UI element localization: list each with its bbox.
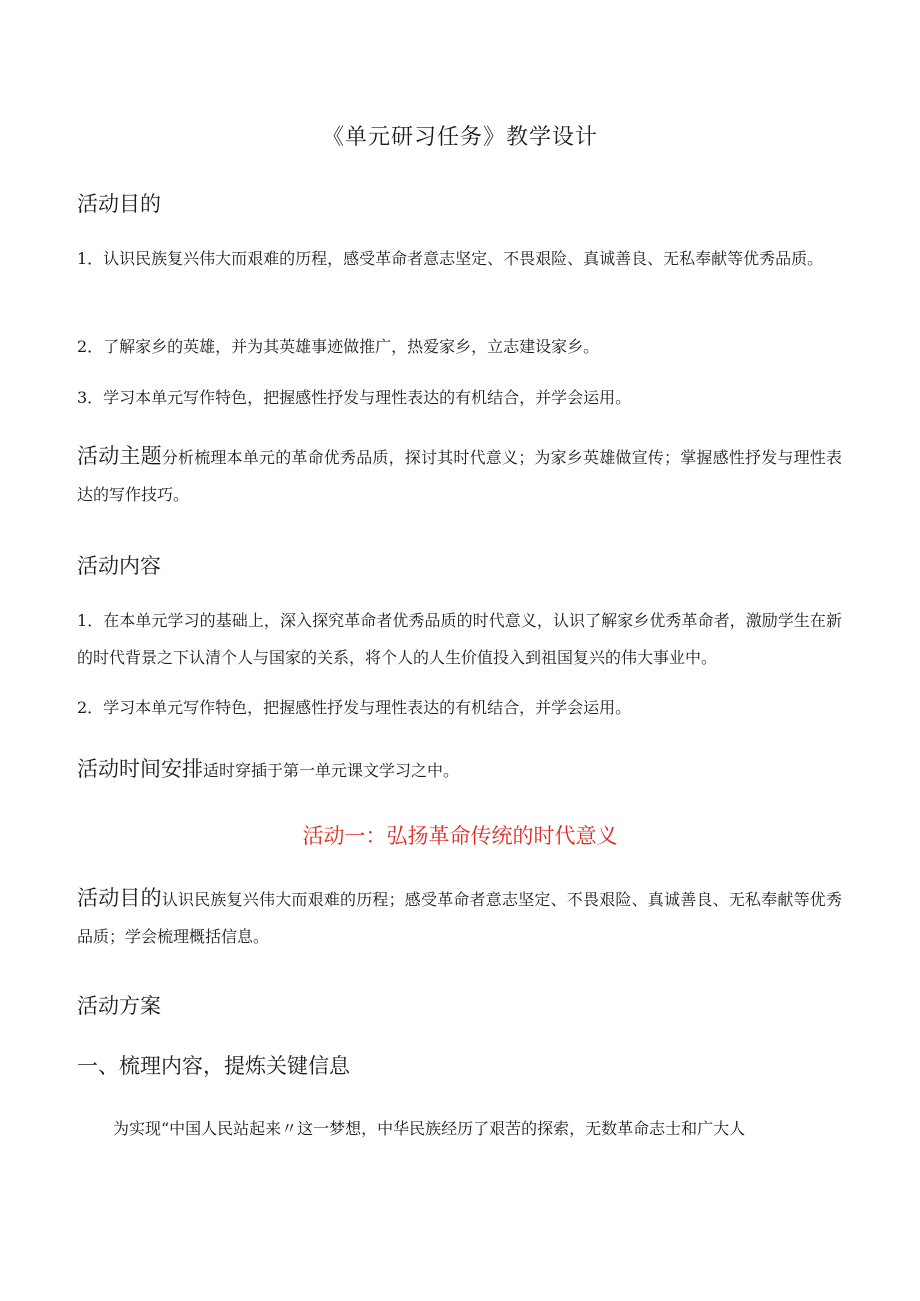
purpose-heading: 活动目的 [77, 192, 161, 216]
theme-paragraph [77, 438, 842, 513]
section-one-text: 为实现“中国人民站起来〃这一梦想，中华民族经历了艰苦的探索，无数革命志士和广大人 [113, 1119, 746, 1138]
theme-text: 分析梳理本单元的革命优秀品质，探讨其时代意义；为家乡英雄做宣传；掌握感性抒发与理性表达的写作技巧。 [77, 448, 842, 504]
plan-heading: 活动方案 [77, 994, 161, 1018]
purpose-item-2: 2．了解家乡的英雄，并为其英雄事迹做推广，热爱家乡，立志建设家乡。 [77, 337, 600, 356]
activity-one-purpose-heading: 活动目的 [77, 886, 162, 910]
section-one-title: 一、梳理内容，提炼关键信息 [77, 1054, 350, 1078]
purpose-item-3: 3．学习本单元写作特色，把握感性抒发与理性表达的有机结合，并学会运用。 [77, 388, 632, 407]
theme-heading: 活动主题 [77, 444, 162, 468]
content-heading: 活动内容 [77, 554, 161, 578]
activity-one-title: 活动一：弘扬革命传统的时代意义 [302, 824, 618, 848]
schedule-paragraph [77, 751, 842, 789]
document-title: 《单元研习任务》教学设计 [321, 125, 598, 150]
schedule-text: 适时穿插于第一单元课文学习之中。 [203, 761, 460, 780]
content-item-1: 1．在本单元学习的基础上，深入探究革命者优秀品质的时代意义，认识了解家乡优秀革命者，激励学生在新的时代背景之下认清个人与国家的关系，将个人的人生价值投入到祖国复兴的伟大事业中。 [77, 611, 842, 667]
purpose-item-1: 1．认识民族复兴伟大而艰难的历程，感受革命者意志坚定、不畏艰险、真诚善良、无私奉献等优秀品质。 [77, 249, 824, 268]
activity-one-purpose [77, 880, 842, 955]
content-item-2: 2．学习本单元写作特色，把握感性抒发与理性表达的有机结合，并学会运用。 [77, 698, 632, 717]
activity-one-purpose-text: 认识民族复兴伟大而艰难的历程；感受革命者意志坚定、不畏艰险、真诚善良、无私奉献等优秀品质；学会梳理概括信息。 [77, 890, 842, 946]
schedule-heading: 活动时间安排 [77, 757, 203, 781]
